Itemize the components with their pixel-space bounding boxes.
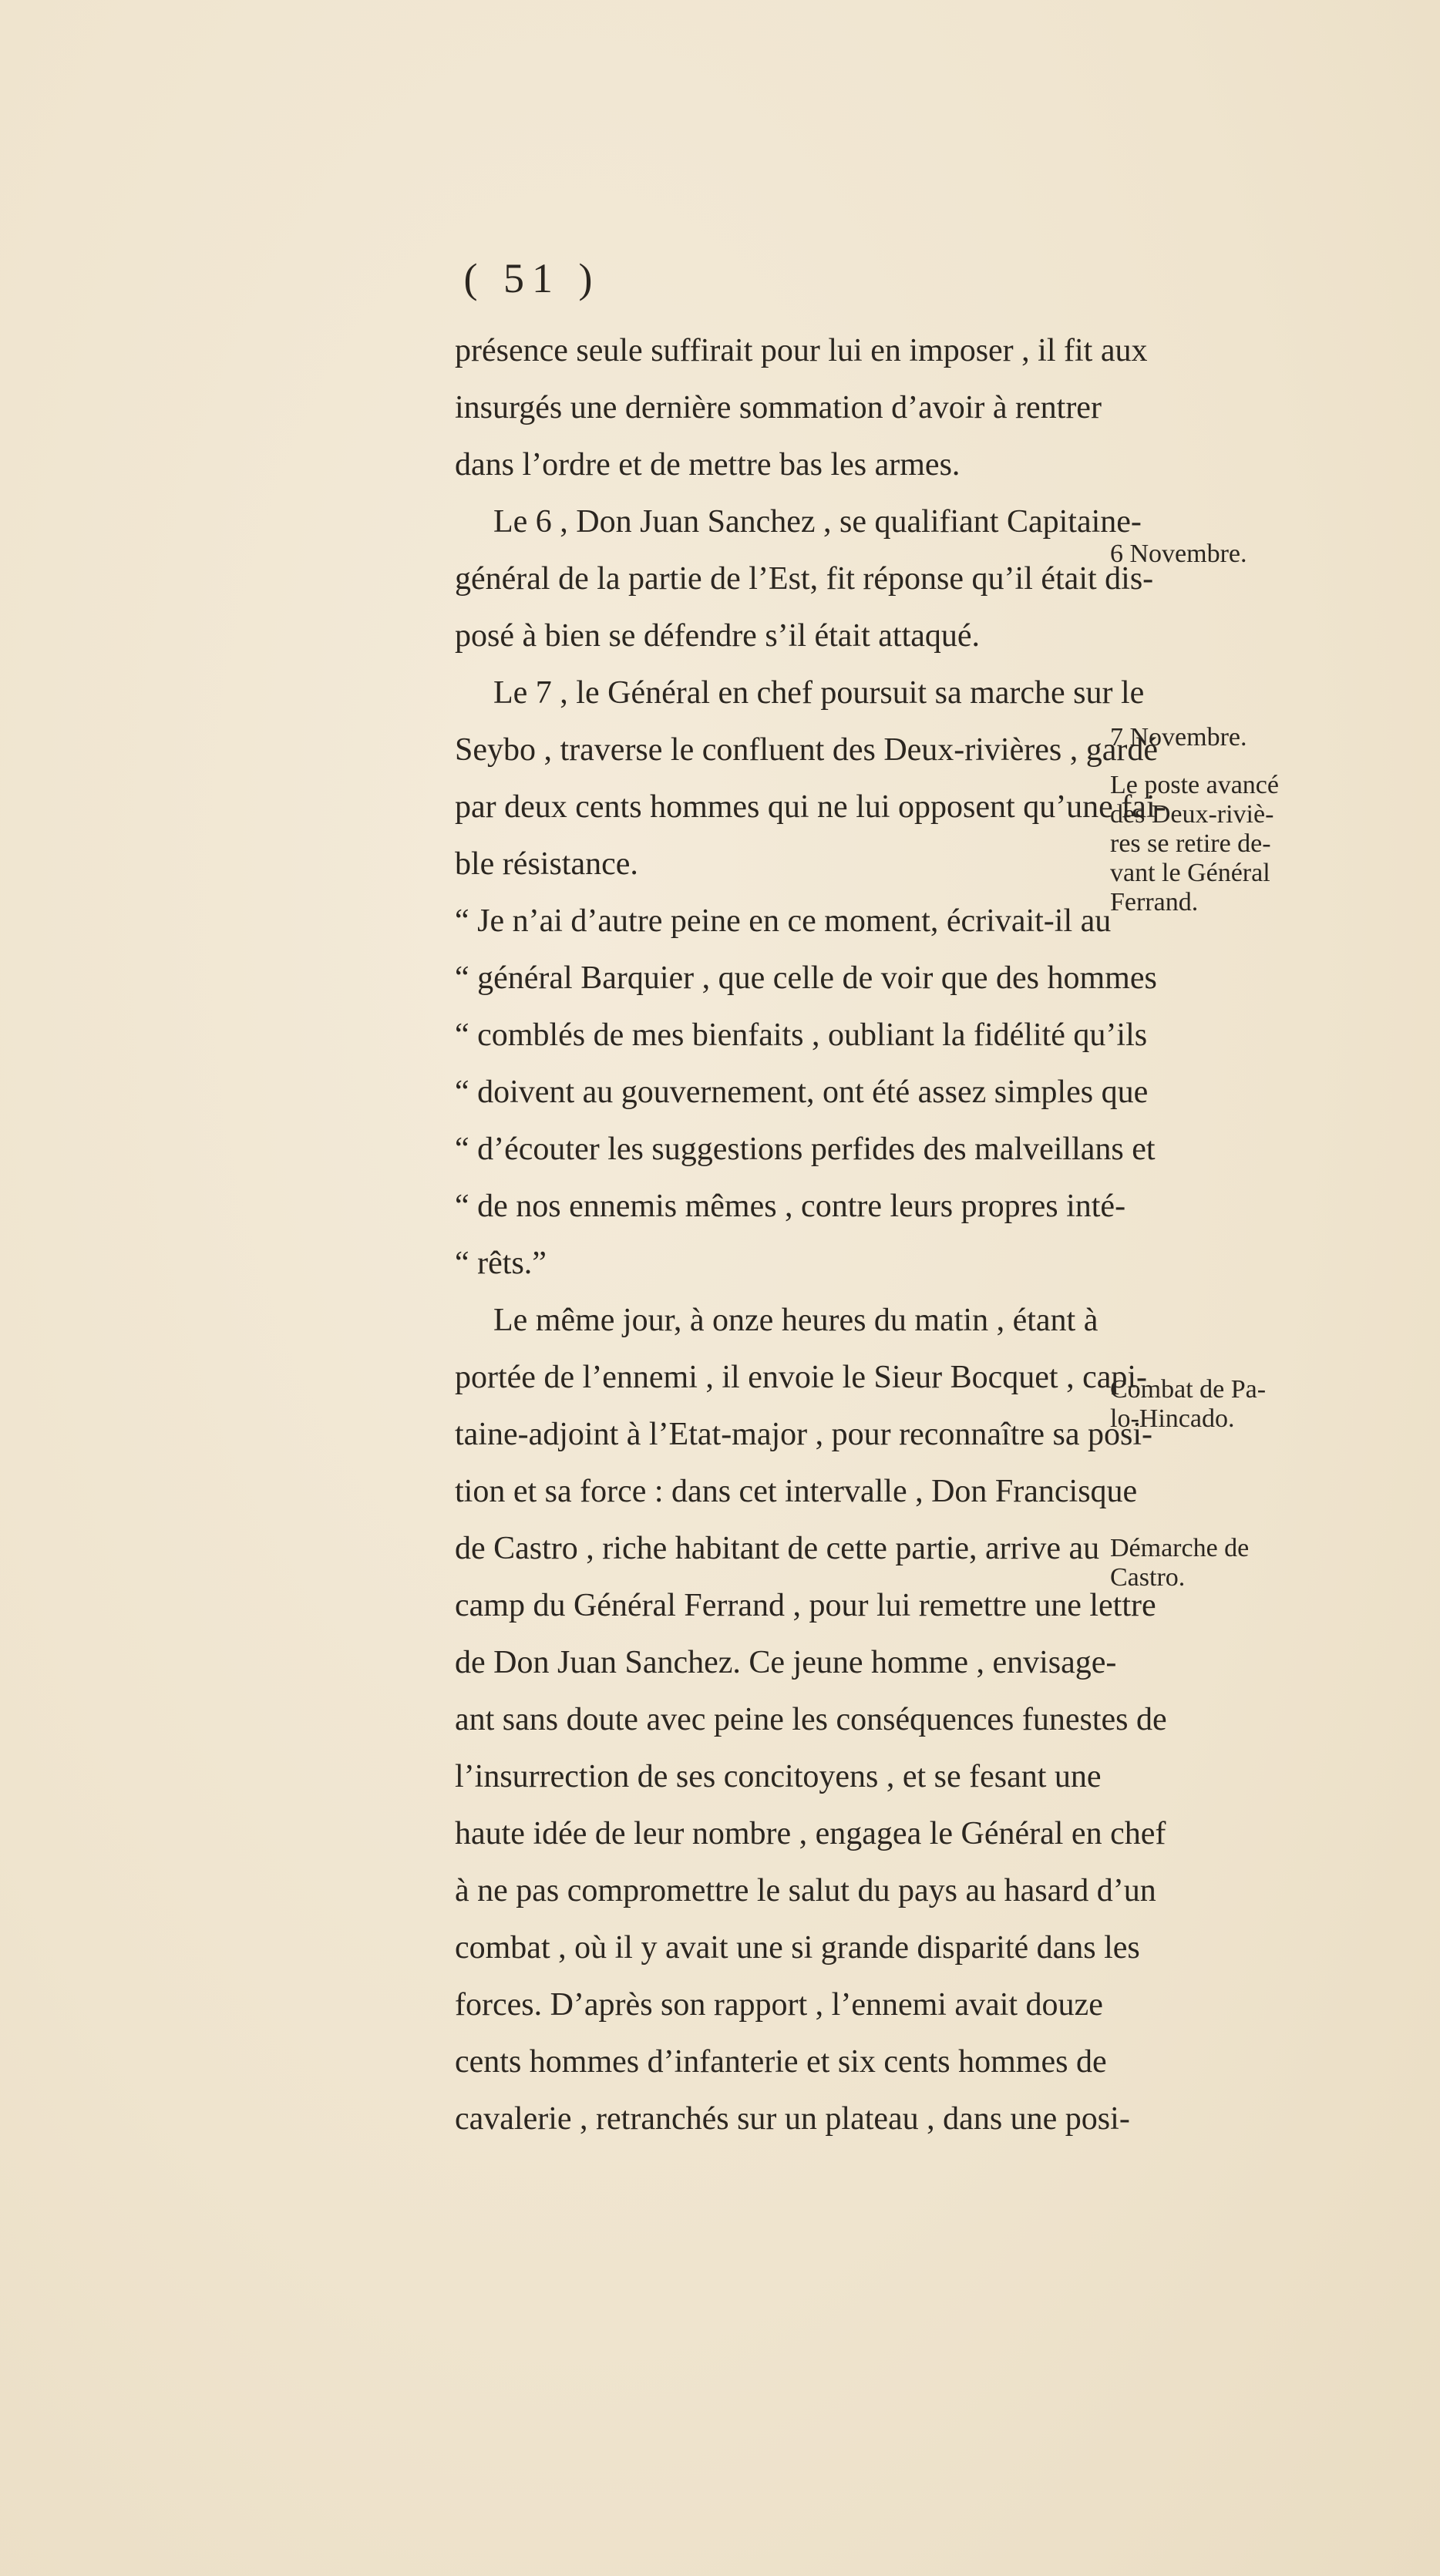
margin-note-line: 7 Novembre. [1110,723,1247,752]
paragraph-5 [455,1292,1167,2147]
text-line: haute idée de leur nombre , engagea le Général en chef [455,1816,1166,1851]
text-line: ble résistance. [455,846,638,882]
paragraph-1 [455,322,1148,493]
margin-note-line: des Deux-riviè- [1110,800,1274,829]
text-line: cavalerie , retranchés sur un plateau , dans une posi- [455,2101,1130,2137]
text-line: posé à bien se défendre s’il était attaqué. [455,618,981,654]
paragraph-3 [455,664,1166,893]
margin-note-line: Castro. [1110,1563,1186,1592]
text-line: de Castro , riche habitant de cette partie, arrive au [455,1531,1100,1566]
text-line: combat , où il y avait une si grande disparité dans les [455,1930,1140,1966]
text-line: cents hommes d’infanterie et six cents hommes de [455,2044,1107,2080]
text-line: forces. D’après son rapport , l’ennemi avait douze [455,1987,1103,2023]
margin-note-line: 6 Novembre. [1110,540,1247,568]
text-line: “ doivent au gouvernement, ont été assez simples que [455,1074,1149,1110]
text-line: portée de l’ennemi , il envoie le Sieur Bocquet , capi- [455,1360,1148,1395]
text-line: par deux cents hommes qui ne lui opposent qu’une fai- [455,789,1166,825]
margin-note-line: lo-Hincado. [1110,1404,1235,1433]
margin-note-line: Démarche de [1110,1534,1250,1562]
text-line: dans l’ordre et de mettre bas les armes. [455,447,961,483]
text-line: tion et sa force : dans cet intervalle , Don Francisque [455,1474,1138,1509]
text-line: “ rêts.” [455,1246,547,1281]
text-line: camp du Général Ferrand , pour lui remettre une lettre [455,1588,1156,1623]
margin-note-combat [1110,1375,1364,1434]
margin-note-line: res se retire de- [1110,829,1271,858]
text-line: “ comblés de mes bienfaits , oubliant la fidélité qu’ils [455,1017,1148,1053]
margin-note-poste-avance [1110,771,1364,917]
text-line: “ de nos ennemis mêmes , contre leurs propres inté- [455,1189,1126,1224]
text-line: “ Je n’ai d’autre peine en ce moment, écrivait-il au [455,903,1112,939]
margin-note-line: Le poste avancé [1110,771,1279,799]
margin-note-line: Ferrand. [1110,888,1199,916]
text-line: à ne pas compromettre le salut du pays au hasard d’un [455,1873,1156,1908]
paragraph-2 [455,493,1154,664]
text-line: l’insurrection de ses concitoyens , et se fesant une [455,1759,1102,1794]
margin-note-7-novembre [1110,723,1364,752]
text-line: insurgés une dernière sommation d’avoir à rentrer [455,390,1102,425]
text-line: Seybo , traverse le confluent des Deux-rivières , gardé [455,732,1158,768]
margin-note-6-novembre [1110,540,1364,569]
text-line: général de la partie de l’Est, fit réponse qu’il était dis- [455,561,1154,597]
text-line: ant sans doute avec peine les conséquences funestes de [455,1702,1167,1737]
text-line: présence seule suffirait pour lui en imposer , il fit aux [455,333,1148,368]
margin-note-line: vant le Général [1110,859,1270,887]
text-line: Le 6 , Don Juan Sanchez , se qualifiant Capitaine- [493,504,1142,540]
text-line: Le même jour, à onze heures du matin , étant à [493,1303,1099,1338]
text-line: “ général Barquier , que celle de voir que des hommes [455,960,1157,996]
text-line: de Don Juan Sanchez. Ce jeune homme , envisage- [455,1645,1117,1680]
main-text-column [455,322,1167,2147]
quotation-paragraph [455,893,1157,1292]
text-line: “ d’écouter les suggestions perfides des malveillans et [455,1132,1156,1167]
margin-note-line: Combat de Pa- [1110,1375,1267,1404]
text-line: Le 7 , le Général en chef poursuit sa marche sur le [493,675,1145,711]
text-line: taine-adjoint à l’Etat-major , pour reconnaître sa posi- [455,1417,1152,1452]
page-number: ( 51 ) [463,255,601,301]
margin-note-demarche [1110,1534,1364,1592]
